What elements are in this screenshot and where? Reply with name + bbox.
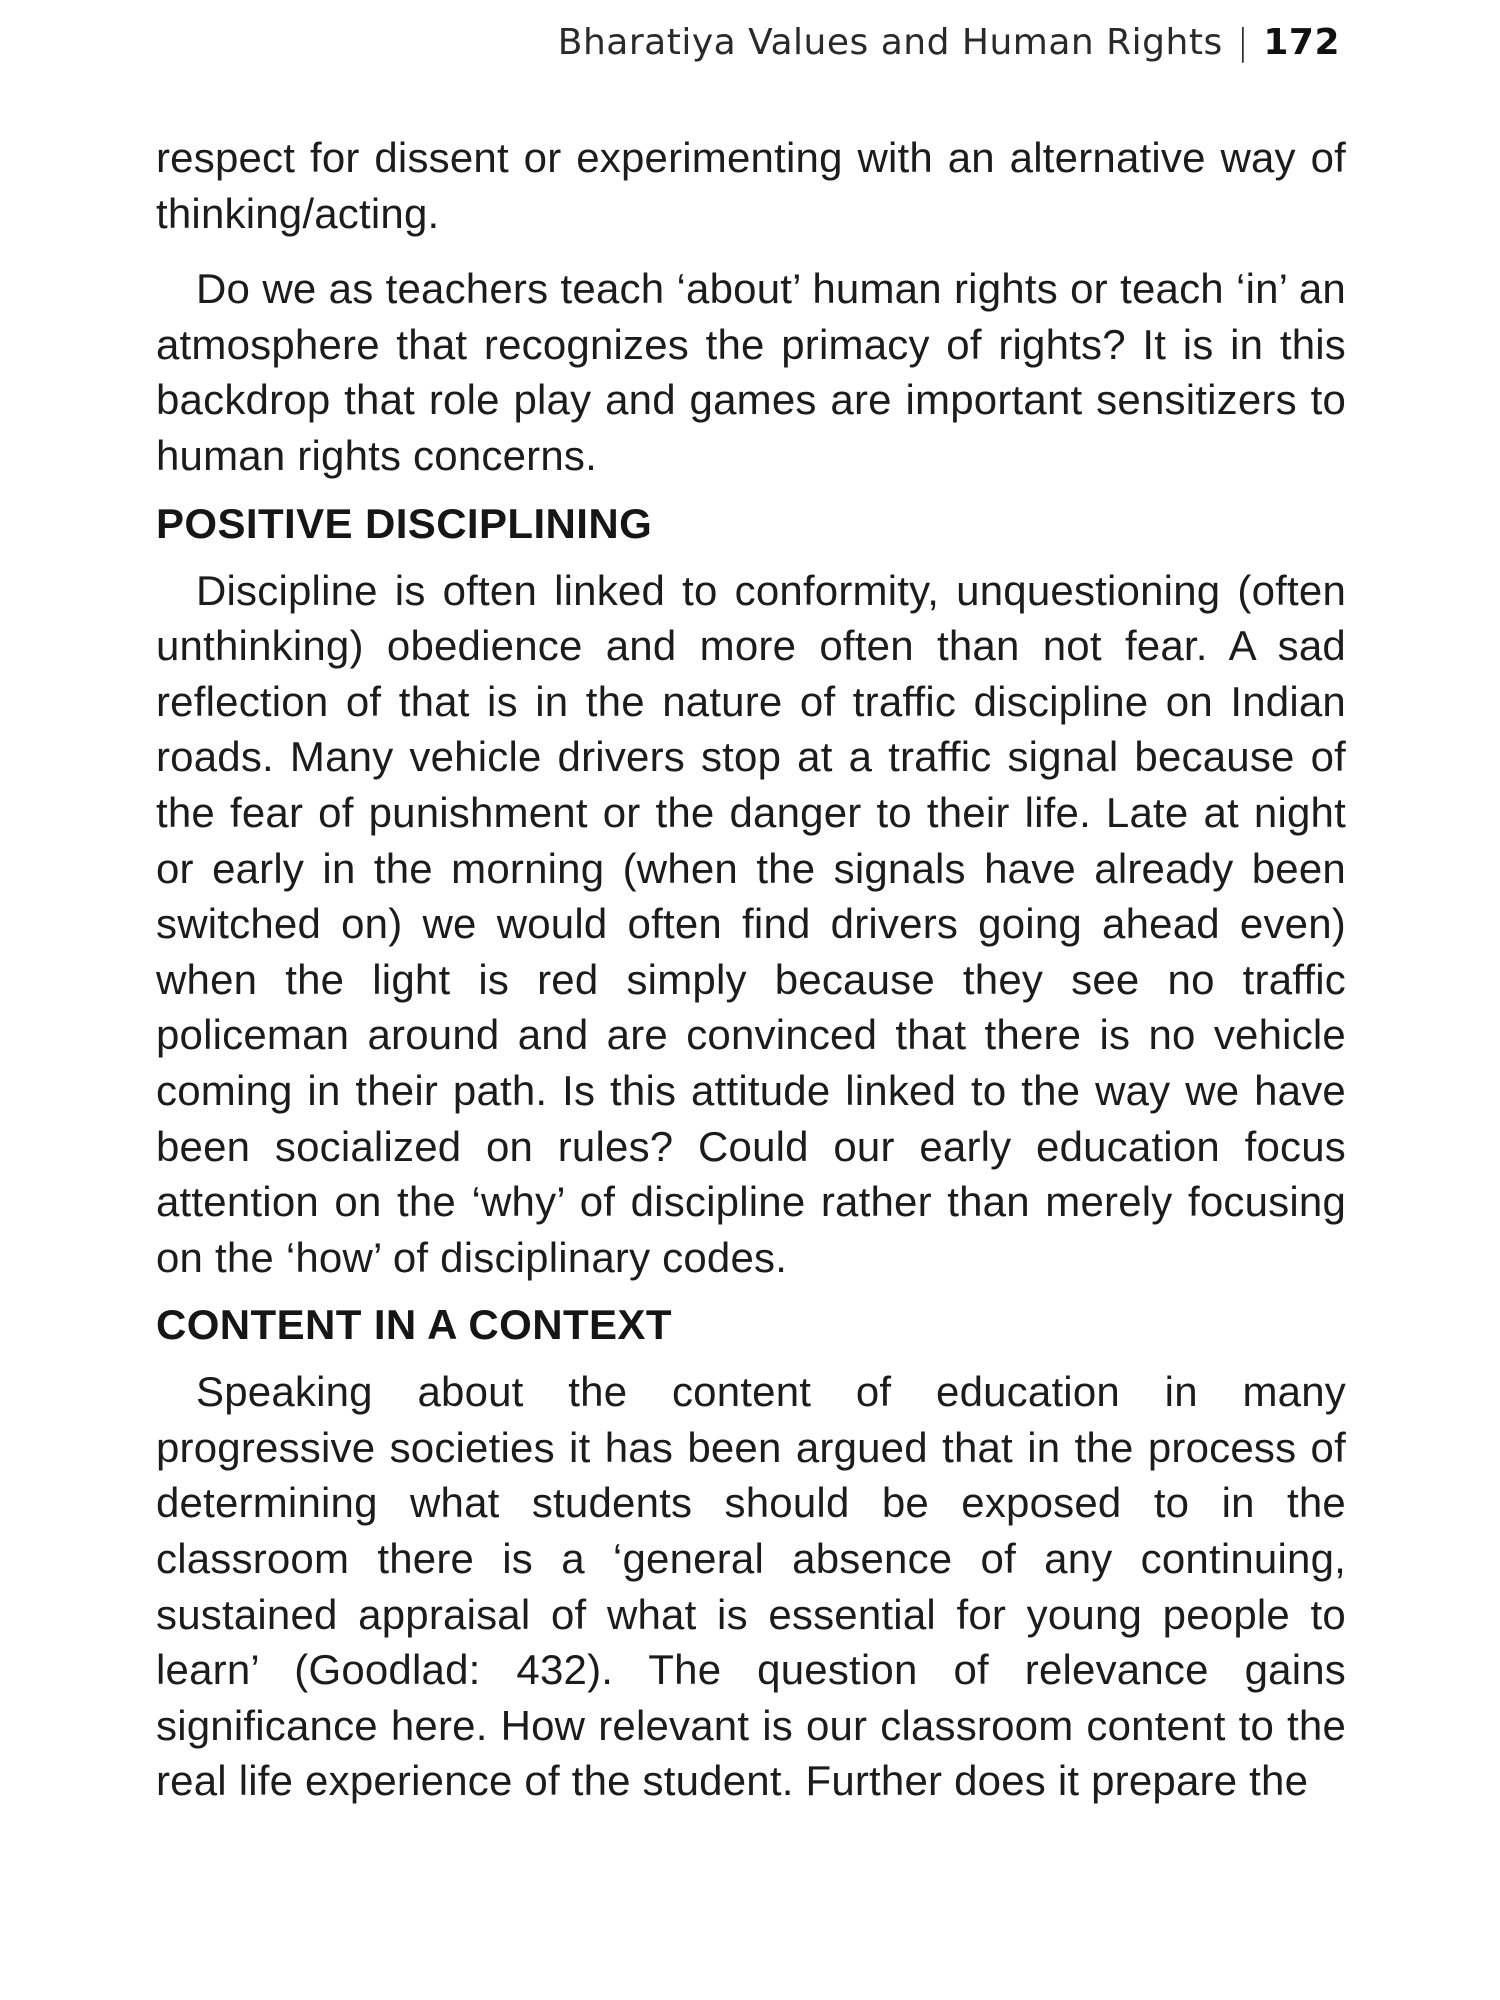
header-separator: | <box>1236 22 1250 63</box>
intro-paragraph: Do we as teachers teach ‘about’ human rights or teach ‘in’ an atmosphere that recognizes the primacy of rights? It is in this backdrop that role play and games are important sensitizers to human rights concerns. <box>156 265 1346 479</box>
positive-disciplining-paragraph: Discipline is often linked to conformity, unquestioning (often unthinking) obedience and more often than not fear. A sad reflection of that is in the nature of traffic discipline on Indian roads. Many vehicle drivers stop at a traffic signal because of the fear of punishment or the danger to their life. Late at night or early in the morning (when the signals have already been switched on) we would often find drivers going ahead even) when the light is red simply because they see no traffic policeman around and are convinced that there is no vehicle coming in their path. Is this attitude linked to the way we have been socialized on rules? Could our early education focus attention on the ‘why’ of discipline rather than merely focusing on the ‘how’ of disciplinary codes. <box>156 566 1346 1281</box>
section-heading-positive-disciplining: POSITIVE DISCIPLINING <box>156 499 653 547</box>
book-title: Bharatiya Values and Human Rights <box>557 22 1223 63</box>
continued-paragraph: respect for dissent or experimenting with an alternative way of thinking/acting. <box>156 134 1346 237</box>
content-in-a-context-paragraph: Speaking about the content of education in many progressive societies it has been argued that in the process of determining what students should be exposed to in the classroom there is a ‘general absence of any continuing, sustained appraisal of what is essential for young people to learn’ (Goodlad: 432). The question of relevance gains significance here. How relevant is our classroom content to the real life experience of the student. Further does it prepare the <box>156 1368 1346 1805</box>
body-text <box>156 130 1346 1809</box>
section-heading-content-in-a-context: CONTENT IN A CONTEXT <box>156 1301 672 1349</box>
running-header <box>150 22 1340 63</box>
page-number: 172 <box>1263 22 1340 63</box>
